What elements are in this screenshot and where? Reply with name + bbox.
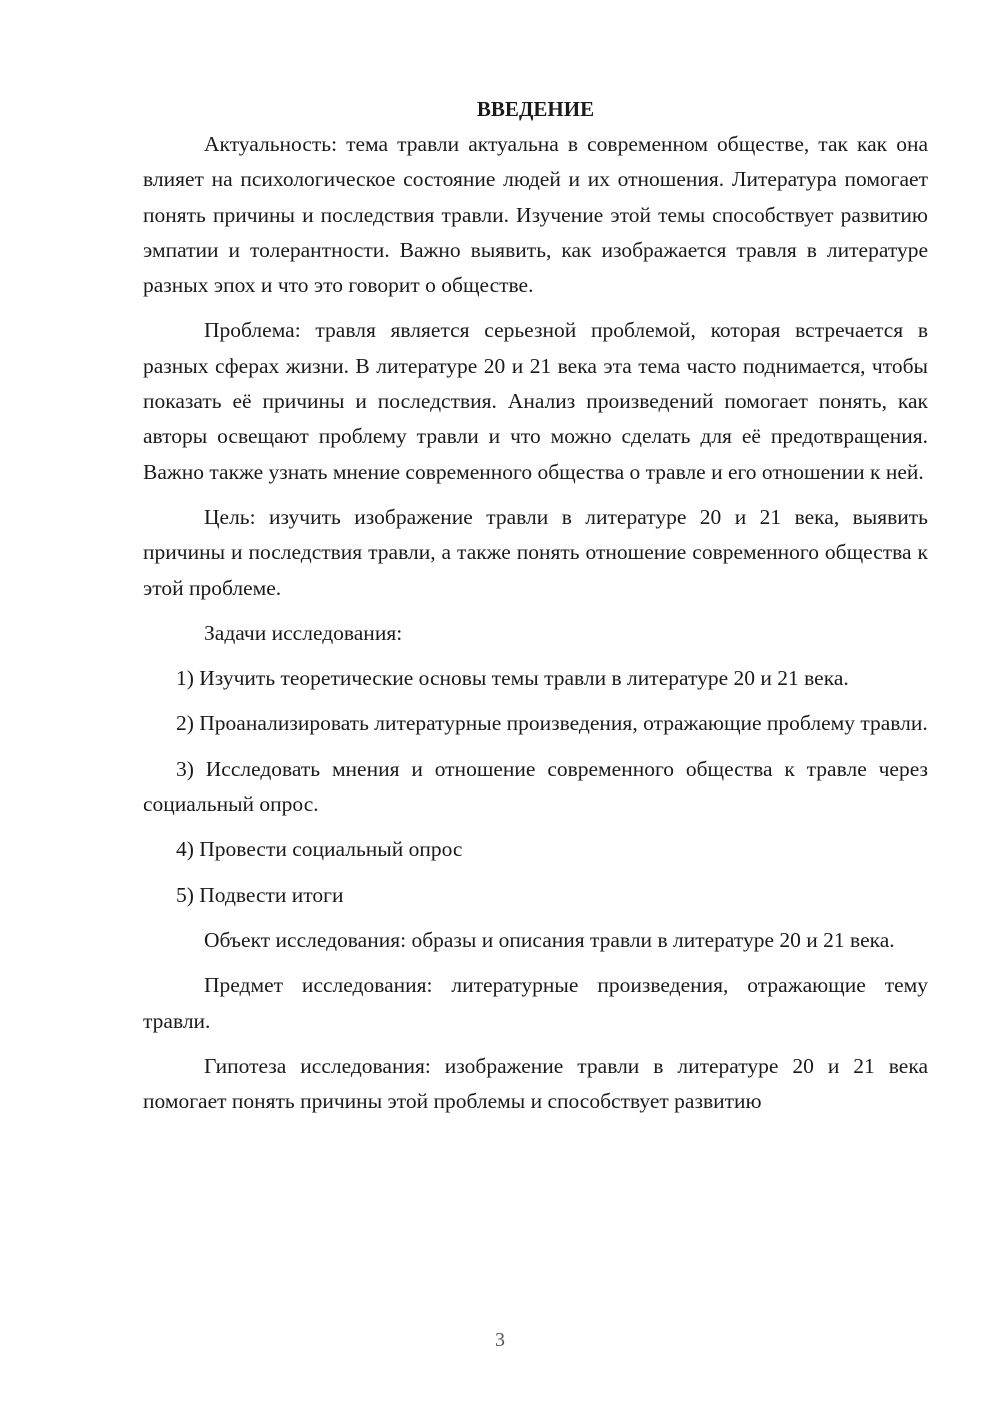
problem-paragraph: Проблема: травля является серьезной проблемой, которая встречается в разных сферах жизни. В литературе 20 и 21 века эта тема часто поднимается, чтобы показать её причины и последствия. Анализ произведений помогает понять, как авторы освещают проблему травли и что можно сделать для её предотвращения. Важно также узнать мнение современного общества о травле и его отношении к ней. xyxy=(143,318,928,484)
task-item: 3) Исследовать мнения и отношение современного общества к травле через социальный опрос. xyxy=(143,756,928,817)
object-paragraph: Объект исследования: образы и описания травли в литературе 20 и 21 века. xyxy=(204,927,895,952)
goal-paragraph: Цель: изучить изображение травли в литературе 20 и 21 века, выявить причины и последствия травли, а также понять отношение современного общества к этой проблеме. xyxy=(143,504,928,600)
document-body xyxy=(143,92,928,1129)
task-item: 4) Провести социальный опрос xyxy=(176,837,463,862)
task-item: 1) Изучить теоретические основы темы травли в литературе 20 и 21 века. xyxy=(176,666,849,691)
task-item: 2) Проанализировать литературные произведения, отражающие проблему травли. xyxy=(176,711,928,736)
subject-paragraph: Предмет исследования: литературные произведения, отражающие тему травли. xyxy=(143,973,928,1033)
hypothesis-paragraph: Гипотеза исследования: изображение травли в литературе 20 и 21 века помогает понять причины этой проблемы и способствует развитию xyxy=(143,1053,928,1114)
page-number: 3 xyxy=(495,1329,505,1351)
page-title: ВВЕДЕНИЕ xyxy=(476,97,595,121)
tasks-heading: Задачи исследования: xyxy=(204,620,403,645)
task-item: 5) Подвести итоги xyxy=(176,882,344,907)
relevance-paragraph: Актуальность: тема травли актуальна в современном обществе, так как она влияет на психологическое состояние людей и их отношения. Литература помогает понять причины и последствия травли. Изучение этой темы способствует развитию эмпатии и толерантности. Важно выявить, как изображается травля в литературе разных эпох и что это говорит о обществе. xyxy=(143,132,928,298)
